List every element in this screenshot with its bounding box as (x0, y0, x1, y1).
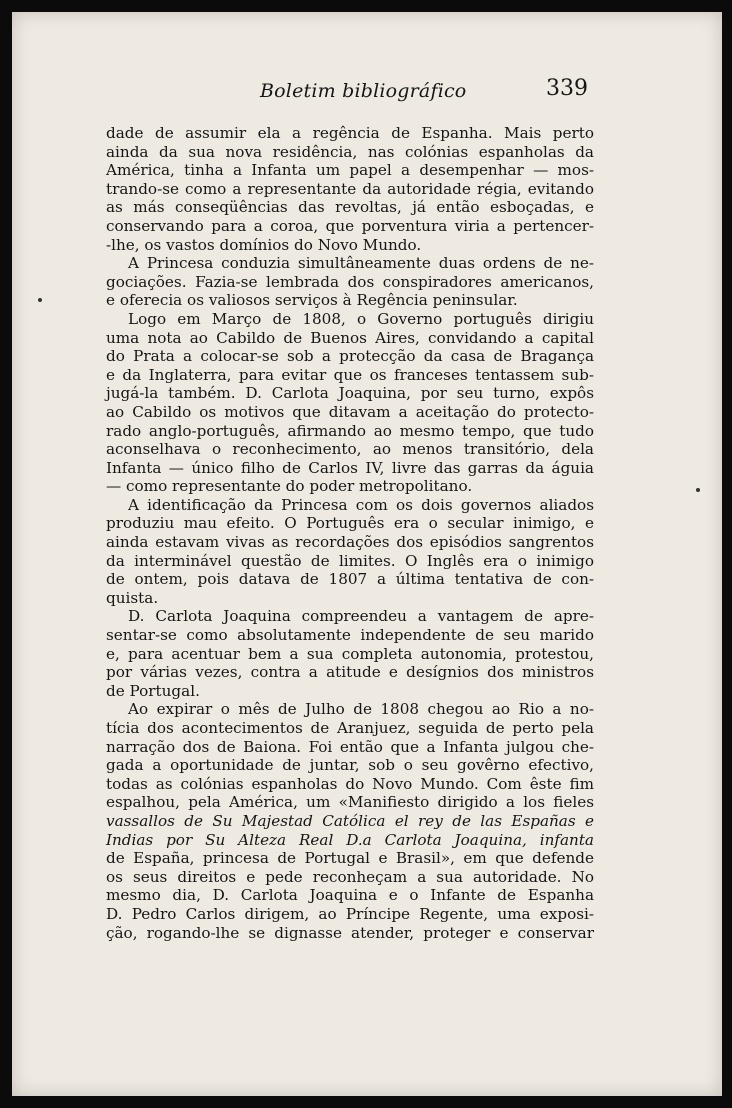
text-line: de España, princesa de Portugal e Brasil», em que defende (106, 849, 594, 868)
text-line: do Prata a colocar-se sob a protecção da casa de Bragança (106, 347, 594, 366)
text-line: produziu mau efeito. O Português era o secular inimigo, e (106, 514, 594, 533)
page-header (12, 74, 722, 110)
text-line: ao Cabildo os motivos que ditavam a aceitação do protecto- (106, 402, 594, 421)
text-line: mesmo dia, D. Carlota Joaquina e o Infante de Espanha (106, 886, 594, 905)
text-line: por várias vezes, contra a atitude e desígnios dos ministros (106, 663, 594, 682)
text-line: Logo em Março de 1808, o Governo português dirigiu (128, 309, 594, 328)
text-line: de Portugal. (106, 681, 200, 700)
text-line: uma nota ao Cabildo de Buenos Aires, convidando a capital (106, 328, 594, 347)
text-line: aconselhava o reconhecimento, ao menos transitório, dela (106, 440, 594, 459)
text-line: vassallos de Su Majestad Católica el rey de las Españas e (106, 811, 594, 830)
text-line: -lhe, os vastos domínios do Novo Mundo. (106, 235, 422, 254)
text-line: Infanta — único filho de Carlos IV, livre das garras da águia (106, 458, 594, 477)
text-line: tícia dos acontecimentos de Aranjuez, seguida de perto pela (106, 719, 594, 737)
running-title: Boletim bibliográfico (260, 80, 467, 102)
text-line: e, para acentuar bem a sua completa autonomia, protestou, (106, 644, 594, 663)
scan-speck (696, 488, 700, 492)
text-line: ainda estavam vivas as recordações dos episódios sangrentos (106, 533, 594, 552)
text-line: conservando para a coroa, que porventura viria a pertencer- (106, 216, 594, 235)
text-line: quista. (106, 588, 159, 607)
text-line: jugá-la também. D. Carlota Joaquina, por seu turno, expôs (106, 384, 594, 403)
text-line: A Princesa conduzia simultâneamente duas ordens de ne- (128, 254, 594, 273)
body-text (106, 124, 594, 942)
text-line: ainda da sua nova residência, nas colónias espanholas da (106, 142, 594, 161)
text-line: América, tinha a Infanta um papel a desempenhar — mos- (106, 161, 594, 180)
text-line: de ontem, pois datava de 1807 a última tentativa de con- (106, 570, 594, 589)
text-line: A identificação da Princesa com os dois governos aliados (128, 495, 594, 514)
text-line: Ao expirar o mês de Julho de 1808 chegou ao Rio a no- (128, 700, 594, 719)
text-line: dade de assumir ela a regência de Espanha. Mais perto (106, 124, 594, 142)
text-line: da interminável questão de limites. O Inglês era o inimigo (106, 551, 594, 570)
text-line: sentar-se como absolutamente independente de seu marido (106, 626, 594, 645)
text-line: narração dos de Baiona. Foi então que a Infanta julgou che- (106, 737, 594, 756)
text-line: gociações. Fazia-se lembrada dos conspiradores americanos, (106, 272, 594, 291)
text-line: e oferecia os valiosos serviços à Regência peninsular. (106, 291, 518, 310)
text-line: ção, rogando-lhe se dignasse atender, proteger e conservar (106, 923, 594, 942)
text-line: as más conseqüências das revoltas, já então esboçadas, e (106, 198, 594, 217)
text-line: gada a oportunidade de juntar, sob o seu govêrno efectivo, (106, 756, 594, 775)
text-line: D. Carlota Joaquina compreendeu a vantagem de apre- (128, 607, 594, 626)
text-line: e da Inglaterra, para evitar que os franceses tentassem sub- (106, 365, 594, 384)
text-line: — como representante do poder metropolitano. (106, 477, 473, 496)
document-page (12, 12, 722, 1096)
text-line: espalhou, pela América, um «Manifiesto dirigido a los fieles (106, 793, 594, 812)
text-line: trando-se como a representante da autoridade régia, evitando (106, 179, 594, 198)
scan-speck (38, 298, 42, 302)
text-line: os seus direitos e pede reconheçam a sua autoridade. No (106, 867, 594, 886)
text-line: todas as colónias espanholas do Novo Mundo. Com êste fim (106, 774, 594, 793)
text-line: Indias por Su Alteza Real D.a Carlota Joaquina, infanta (106, 830, 594, 849)
text-line: D. Pedro Carlos dirigem, ao Príncipe Regente, uma exposi- (106, 904, 594, 923)
text-line: rado anglo-português, afirmando ao mesmo tempo, que tudo (106, 421, 594, 440)
page-number: 339 (546, 76, 588, 101)
